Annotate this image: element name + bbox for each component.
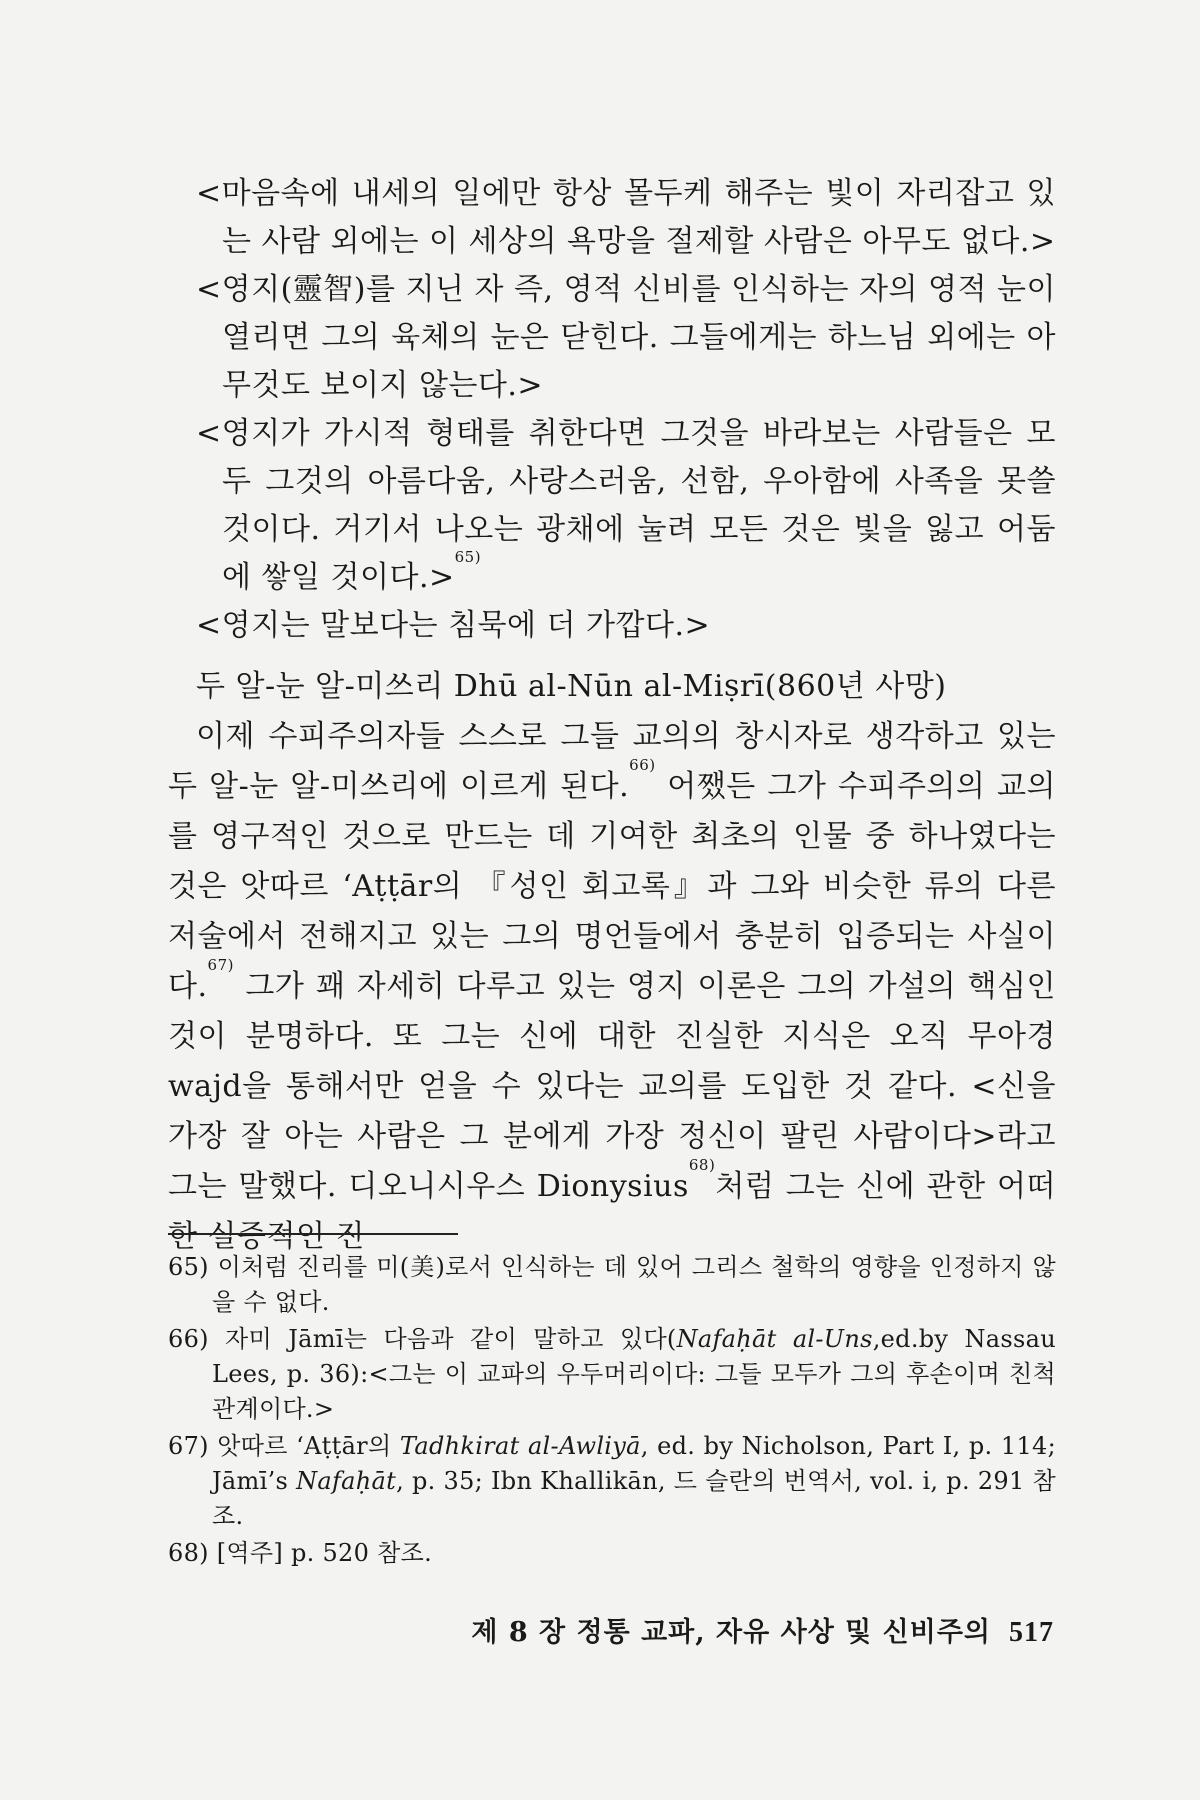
footnote-66-text-a: 66) 자미 Jāmī는 다음과 같이 말하고 있다( xyxy=(168,1325,677,1353)
footnote-67-text-c: , p. 35; Ibn Khallikān, 드 슬란의 번역서, vol. i, p. 291 참조. xyxy=(212,1467,1056,1530)
footnote-67-text-b: , ed. by Nicholson, Part I, p. 114; Jāmī’s xyxy=(212,1432,1057,1495)
footnote-67-text-a: 67) 앗따르 ‘Aṭṭār의 xyxy=(168,1432,400,1460)
body-text-part-2: 어쨌든 그가 수피주의의 교의를 영구적인 것으로 만드는 데 기여한 최초의 인물 중 하나였다는 것은 앗따르 ‘Aṭṭār의 『성인 회고록』과 그와 비슷한 류의 다른 저술에서 전해지고 있는 그의 명언들에서 충분히 입증되는 사실이다. xyxy=(168,769,1056,1004)
footnote-ref-67: 67) xyxy=(207,956,234,974)
footnote-67-title-1: Tadhkirat al-Awliyā xyxy=(399,1432,641,1460)
body-text-part-4: 처럼 그는 신에 관한 어떠한 실증적인 진 xyxy=(168,1169,1056,1254)
quote-1: <마음속에 내세의 일에만 항상 몰두케 해주는 빛이 자리잡고 있는 사람 외에는 이 세상의 욕망을 절제할 사람은 아무도 없다.> xyxy=(196,176,1056,259)
footnote-divider xyxy=(168,1233,458,1235)
footnotes-block xyxy=(168,1250,1056,1573)
footnote-ref-65: 65) xyxy=(454,548,482,566)
footnote-ref-66: 66) xyxy=(629,756,656,774)
footnote-68: 68) [역주] p. 520 참조. xyxy=(168,1539,433,1567)
quote-3-text: <영지가 가시적 형태를 취한다면 그것을 바라보는 사람들은 모두 그것의 아름다움, 사랑스러움, 선함, 우아함에 사족을 못쓸 것이다. 거기서 나오는 광채에 눌려 모든 것은 빛을 잃고 어둠에 쌓일 것이다.> xyxy=(196,416,1056,595)
chapter-title: 제 8 장 정통 교파, 자유 사상 및 신비주의 xyxy=(471,1617,991,1648)
quote-3 xyxy=(196,410,1056,602)
footnote-66 xyxy=(168,1322,1056,1427)
quotations-block xyxy=(196,170,1056,650)
footnote-65: 65) 이처럼 진리를 미(美)로서 인식하는 데 있어 그리스 철학의 영향을 인정하지 않을 수 없다. xyxy=(168,1253,1056,1316)
footnote-ref-68: 68) xyxy=(688,1156,716,1174)
footnote-66-text-b: ,ed.by Nassau Lees, p. 36):<그는 이 교파의 우두머리이다: 그들 모두가 그의 후손이며 친척관계이다.> xyxy=(212,1325,1056,1423)
page-number: 517 xyxy=(1009,1617,1054,1648)
body-paragraph xyxy=(168,712,1056,1262)
body-text-part-1: 이제 수피주의자들 스스로 그들 교의의 창시자로 생각하고 있는 두 알-눈 알-미쓰리에 이르게 된다. xyxy=(168,719,1056,804)
footnote-67 xyxy=(168,1429,1056,1534)
footnote-66-title: Nafaḥāt al-Uns xyxy=(676,1325,873,1353)
body-text-part-3: 그가 꽤 자세히 다루고 있는 영지 이론은 그의 가설의 핵심인 것이 분명하다. 또 그는 신에 대한 진실한 지식은 오직 무아경 wajd을 통해서만 얻을 수 있다는 교의를 도입한 것 같다. <신을 가장 잘 아는 사람은 그 분에게 가장 정신이 팔린 사람이다>라고 그는 말했다. 디오니시우스 Dionysius xyxy=(168,969,1056,1204)
quote-2: <영지(靈智)를 지닌 자 즉, 영적 신비를 인식하는 자의 영적 눈이 열리면 그의 육체의 눈은 닫힌다. 그들에게는 하느님 외에는 아무것도 보이지 않는다.> xyxy=(196,272,1056,403)
quote-4: <영지는 말보다는 침묵에 더 가깝다.> xyxy=(196,608,711,643)
section-heading: 두 알-눈 알-미쓰리 Dhū al-Nūn al-Miṣrī(860년 사망) xyxy=(196,669,947,704)
footnote-67-title-2: Nafaḥāt xyxy=(296,1467,397,1495)
running-footer xyxy=(471,1610,1054,1649)
